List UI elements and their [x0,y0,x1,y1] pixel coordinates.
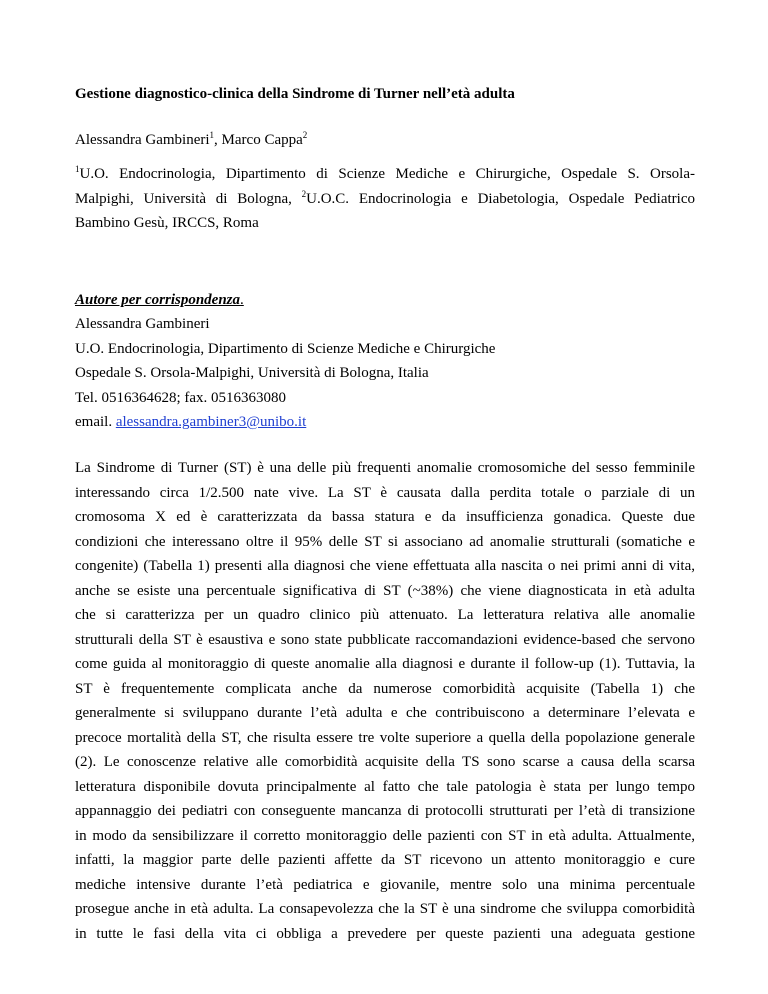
document-title: Gestione diagnostico-clinica della Sindrome di Turner nell’età adulta [75,86,515,102]
paragraph-line: ST è frequentemente complicata anche da numerose comorbidità acquisite (Tabella 1) che [75,680,695,697]
affiliation-line: Bambino Gesù, IRCCS, Roma [75,215,259,231]
affiliation-marker: 1 [209,130,215,140]
paragraph-line: appannaggio dei pediatri con conseguente mancanza di protocolli strutturati per l’età di transizione [75,803,695,819]
affiliation-marker: 1 [75,164,80,174]
paragraph-line: che si caratterizza per un quadro clinico più attenuato. La letteratura relativa alle anomalie [75,607,695,623]
paragraph-line: congenite) (Tabella 1) presenti alla diagnosi che viene effettuata alla nascita o nei primi anni di vita, [75,558,695,574]
paragraph-line: interessando circa 1/2.500 nate vive. La ST è causata dalla perdita totale o parziale di un [75,484,695,501]
paragraph-line: anche se esiste una percentuale significativa di ST (~38%) che viene diagnosticata in età adulta [75,582,695,599]
affiliation-text: U.O.C. Endocrinologia e Diabetologia, Ospedale Pediatrico [306,190,695,207]
author-name: Marco Cappa [221,132,303,148]
paragraph-line: La Sindrome di Turner (ST) è una delle più frequenti anomalie cromosomiche del sesso femminile [75,460,695,476]
body-paragraph [75,456,695,946]
affiliation-text: U.O. Endocrinologia, Dipartimento di Scienze Mediche e Chirurgiche, Ospedale S. Orsola- [79,166,695,182]
correspondence-hospital: Ospedale S. Orsola-Malpighi, Università di Bologna, Italia [75,365,429,381]
correspondence-dept: U.O. Endocrinologia, Dipartimento di Scienze Mediche e Chirurgiche [75,340,496,357]
paragraph-line: in modo da sensibilizzare il corretto monitoraggio delle pazienti con ST in età adulta. Attualmente, [75,827,695,844]
paragraph-line: strutturali della ST è esaustiva e sono state pubblicate raccomandazioni evidence-based che servono [75,631,695,648]
correspondence-name: Alessandra Gambineri [75,316,210,332]
correspondence-block [75,312,495,435]
paragraph-line: cromosoma X ed è caratterizzata da bassa statura e da insufficienza gonadica. Queste due [75,509,695,525]
correspondence-email-row [75,410,495,435]
paragraph-line: in tutte le fasi della vita ci obbliga a prevedere per queste pazienti una adeguata gestione [75,925,695,942]
email-link[interactable]: alessandra.gambiner3@unibo.it [115,414,307,430]
affiliations [75,162,695,236]
correspondence-heading-suffix: . [240,292,244,308]
affiliation-marker: 2 [301,188,307,199]
correspondence-phone: Tel. 0516364628; fax. 0516363080 [75,389,287,406]
correspondence-heading [75,288,244,313]
paragraph-line: generalmente si sviluppano durante l’età adulta e che contribuiscono a determinare l’elevata e [75,705,695,721]
email-label: email. [75,414,116,430]
paragraph-line: (2). Le conoscenze relative alle comorbidità acquisite della TS sono scarse a causa della scarsa [75,754,695,770]
affiliation-text: Malpighi, Università di Bologna, [75,190,302,207]
affiliation-line [75,162,695,187]
paragraph-line: mediche intensive durante l’età pediatrica e giovanile, mentre solo una minima percentuale [75,876,695,893]
paragraph-line: come guida al monitoraggio di queste anomalie alla diagnosi e durante il follow-up (1). Tuttavia, la [75,656,695,672]
author-separator: , [214,132,222,148]
author-list [75,128,307,153]
affiliation-marker: 2 [302,130,308,140]
paragraph-line: prosegue anche in età adulta. La consapevolezza che la ST è una sindrome che sviluppa comorbidità [75,901,695,917]
paragraph-line: precoce mortalità della ST, che risulta essere tre volte superiore a quella della popolazione generale [75,729,695,746]
paragraph-line: condizioni che interessano oltre il 95% delle ST si associano ad anomalie strutturali (somatiche e [75,533,695,550]
paragraph-line: infatti, la maggior parte delle pazienti affette da ST ricevono un attento monitoraggio e cure [75,852,695,868]
paragraph-line: letteratura disponibile dovuta principalmente al fatto che tale patologia è stata per lungo tempo [75,778,695,795]
correspondence-heading-text: Autore per corrispondenza [75,292,241,308]
affiliation-line [75,187,695,212]
author-name: Alessandra Gambineri [75,132,210,148]
